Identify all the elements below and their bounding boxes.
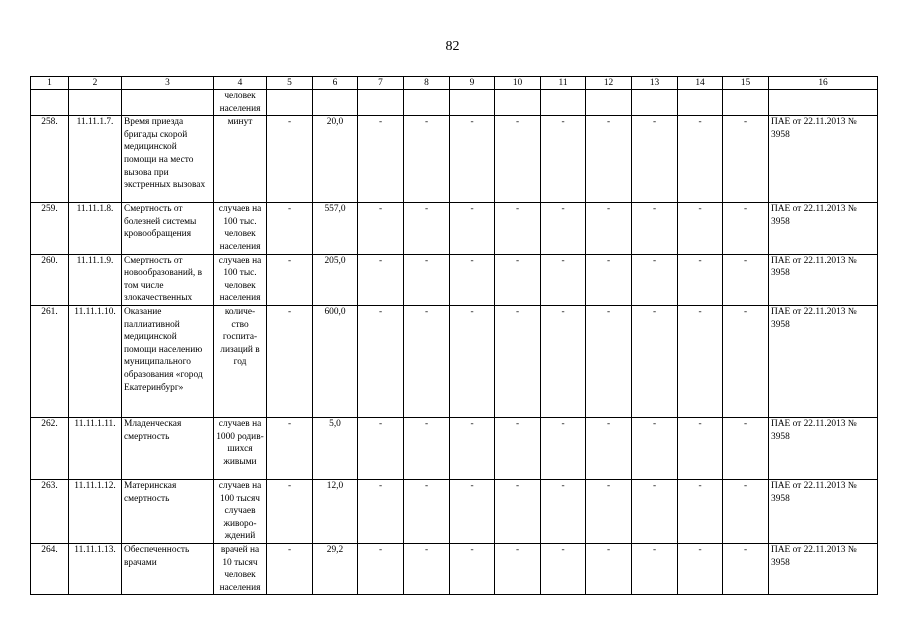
col-5-cell: - xyxy=(267,116,313,203)
col-5-cell xyxy=(267,90,313,116)
col-14-cell: - xyxy=(678,543,723,594)
document-ref-cell: ПАЕ от 22.11.2013 № 3958 xyxy=(769,254,878,305)
document-ref-cell: ПАЕ от 22.11.2013 № 3958 xyxy=(769,305,878,417)
column-header-2: 2 xyxy=(69,77,122,90)
col-13-cell: - xyxy=(632,305,678,417)
col-15-cell: - xyxy=(723,203,769,254)
row-number-cell: 264. xyxy=(31,543,69,594)
col-5-cell: - xyxy=(267,305,313,417)
col-10-cell: - xyxy=(495,254,541,305)
unit-cell: случаев на 100 тысяч случаев живоро- ждений xyxy=(214,479,267,543)
document-ref-cell xyxy=(769,90,878,116)
indicator-name-cell: Оказание паллиативной медицинской помощи населению муниципального образования «город Екатеринбург» xyxy=(122,305,214,417)
indicator-code-cell: 11.11.1.10. xyxy=(69,305,122,417)
unit-cell: случаев на 1000 родив- шихся живыми xyxy=(214,417,267,479)
table-row xyxy=(31,254,878,305)
indicator-name-cell: Обеспеченность врачами xyxy=(122,543,214,594)
value-cell: 5,0 xyxy=(313,417,358,479)
col-5-cell: - xyxy=(267,417,313,479)
col-15-cell: - xyxy=(723,543,769,594)
col-9-cell: - xyxy=(450,479,495,543)
value-cell: 205,0 xyxy=(313,254,358,305)
col-14-cell xyxy=(678,90,723,116)
col-12-cell: - xyxy=(586,479,632,543)
col-10-cell: - xyxy=(495,203,541,254)
col-5-cell: - xyxy=(267,543,313,594)
indicator-name-cell: Материнская смертность xyxy=(122,479,214,543)
col-12-cell: - xyxy=(586,305,632,417)
column-header-13: 13 xyxy=(632,77,678,90)
row-number-cell xyxy=(31,90,69,116)
col-13-cell: - xyxy=(632,417,678,479)
col-13-cell xyxy=(632,90,678,116)
col-9-cell: - xyxy=(450,254,495,305)
row-number-cell: 263. xyxy=(31,479,69,543)
row-number-cell: 260. xyxy=(31,254,69,305)
col-13-cell: - xyxy=(632,203,678,254)
table-row xyxy=(31,543,878,594)
column-header-16: 16 xyxy=(769,77,878,90)
table-row xyxy=(31,116,878,203)
column-header-12: 12 xyxy=(586,77,632,90)
col-7-cell: - xyxy=(358,116,404,203)
col-8-cell: - xyxy=(404,254,450,305)
col-11-cell: - xyxy=(541,203,586,254)
col-13-cell: - xyxy=(632,543,678,594)
unit-cell: минут xyxy=(214,116,267,203)
col-11-cell: - xyxy=(541,305,586,417)
indicator-name-cell: Смертность от болезней системы кровообращения xyxy=(122,203,214,254)
col-15-cell: - xyxy=(723,305,769,417)
col-5-cell: - xyxy=(267,203,313,254)
value-cell xyxy=(313,90,358,116)
col-10-cell: - xyxy=(495,417,541,479)
document-ref-cell: ПАЕ от 22.11.2013 № 3958 xyxy=(769,479,878,543)
unit-cell: случаев на 100 тыс. человек населения xyxy=(214,203,267,254)
col-7-cell: - xyxy=(358,305,404,417)
col-14-cell: - xyxy=(678,116,723,203)
col-15-cell: - xyxy=(723,479,769,543)
unit-cell: человек населения xyxy=(214,90,267,116)
column-header-4: 4 xyxy=(214,77,267,90)
col-11-cell: - xyxy=(541,479,586,543)
indicator-name-cell: Смертность от новообразований, в том числе злокачественных xyxy=(122,254,214,305)
value-cell: 20,0 xyxy=(313,116,358,203)
col-7-cell: - xyxy=(358,417,404,479)
indicator-code-cell: 11.11.1.8. xyxy=(69,203,122,254)
col-8-cell: - xyxy=(404,116,450,203)
table-row xyxy=(31,203,878,254)
col-7-cell: - xyxy=(358,543,404,594)
col-12-cell: - xyxy=(586,203,632,254)
col-10-cell: - xyxy=(495,479,541,543)
document-ref-cell: ПАЕ от 22.11.2013 № 3958 xyxy=(769,203,878,254)
table-row xyxy=(31,305,878,417)
document-ref-cell: ПАЕ от 22.11.2013 № 3958 xyxy=(769,417,878,479)
unit-cell: случаев на 100 тыс. человек населения xyxy=(214,254,267,305)
value-cell: 12,0 xyxy=(313,479,358,543)
col-12-cell: - xyxy=(586,116,632,203)
indicator-code-cell: 11.11.1.13. xyxy=(69,543,122,594)
col-14-cell: - xyxy=(678,305,723,417)
col-5-cell: - xyxy=(267,254,313,305)
col-14-cell: - xyxy=(678,417,723,479)
col-8-cell: - xyxy=(404,203,450,254)
col-12-cell: - xyxy=(586,543,632,594)
col-11-cell xyxy=(541,90,586,116)
col-10-cell: - xyxy=(495,543,541,594)
col-9-cell xyxy=(450,90,495,116)
col-15-cell: - xyxy=(723,417,769,479)
col-12-cell: - xyxy=(586,417,632,479)
indicator-code-cell: 11.11.1.9. xyxy=(69,254,122,305)
col-7-cell: - xyxy=(358,479,404,543)
col-7-cell: - xyxy=(358,203,404,254)
col-14-cell: - xyxy=(678,479,723,543)
column-header-9: 9 xyxy=(450,77,495,90)
indicator-code-cell: 11.11.1.11. xyxy=(69,417,122,479)
column-header-6: 6 xyxy=(313,77,358,90)
col-15-cell: - xyxy=(723,254,769,305)
col-5-cell: - xyxy=(267,479,313,543)
col-8-cell: - xyxy=(404,305,450,417)
indicator-code-cell: 11.11.1.12. xyxy=(69,479,122,543)
unit-cell: врачей на 10 тысяч человек населения xyxy=(214,543,267,594)
col-14-cell: - xyxy=(678,203,723,254)
value-cell: 600,0 xyxy=(313,305,358,417)
column-header-14: 14 xyxy=(678,77,723,90)
indicators-table xyxy=(30,76,878,595)
table-row xyxy=(31,90,878,116)
col-9-cell: - xyxy=(450,417,495,479)
col-15-cell: - xyxy=(723,116,769,203)
col-13-cell: - xyxy=(632,116,678,203)
col-10-cell xyxy=(495,90,541,116)
col-8-cell: - xyxy=(404,543,450,594)
col-9-cell: - xyxy=(450,543,495,594)
col-12-cell xyxy=(586,90,632,116)
page-number: 82 xyxy=(445,39,460,54)
column-header-8: 8 xyxy=(404,77,450,90)
col-10-cell: - xyxy=(495,305,541,417)
col-13-cell: - xyxy=(632,254,678,305)
col-11-cell: - xyxy=(541,417,586,479)
col-7-cell xyxy=(358,90,404,116)
document-ref-cell: ПАЕ от 22.11.2013 № 3958 xyxy=(769,116,878,203)
column-header-15: 15 xyxy=(723,77,769,90)
column-header-5: 5 xyxy=(267,77,313,90)
col-11-cell: - xyxy=(541,116,586,203)
col-11-cell: - xyxy=(541,254,586,305)
col-8-cell: - xyxy=(404,417,450,479)
col-13-cell: - xyxy=(632,479,678,543)
col-10-cell: - xyxy=(495,116,541,203)
col-12-cell: - xyxy=(586,254,632,305)
row-number-cell: 259. xyxy=(31,203,69,254)
column-header-1: 1 xyxy=(31,77,69,90)
table-row xyxy=(31,479,878,543)
col-9-cell: - xyxy=(450,203,495,254)
col-8-cell: - xyxy=(404,479,450,543)
indicator-name-cell: Младенческая смертность xyxy=(122,417,214,479)
unit-cell: количе- ство госпита- лизаций в год xyxy=(214,305,267,417)
indicator-code-cell xyxy=(69,90,122,116)
indicator-code-cell: 11.11.1.7. xyxy=(69,116,122,203)
col-9-cell: - xyxy=(450,116,495,203)
col-7-cell: - xyxy=(358,254,404,305)
column-header-3: 3 xyxy=(122,77,214,90)
table-header-row xyxy=(31,77,878,90)
value-cell: 557,0 xyxy=(313,203,358,254)
document-ref-cell: ПАЕ от 22.11.2013 № 3958 xyxy=(769,543,878,594)
row-number-cell: 261. xyxy=(31,305,69,417)
column-header-11: 11 xyxy=(541,77,586,90)
indicator-name-cell: Время приезда бригады скорой медицинской помощи на место вызова при экстренных вызовах xyxy=(122,116,214,203)
table-row xyxy=(31,417,878,479)
value-cell: 29,2 xyxy=(313,543,358,594)
column-header-7: 7 xyxy=(358,77,404,90)
column-header-10: 10 xyxy=(495,77,541,90)
col-9-cell: - xyxy=(450,305,495,417)
indicator-name-cell xyxy=(122,90,214,116)
row-number-cell: 258. xyxy=(31,116,69,203)
col-14-cell: - xyxy=(678,254,723,305)
col-8-cell xyxy=(404,90,450,116)
col-11-cell: - xyxy=(541,543,586,594)
row-number-cell: 262. xyxy=(31,417,69,479)
col-15-cell xyxy=(723,90,769,116)
